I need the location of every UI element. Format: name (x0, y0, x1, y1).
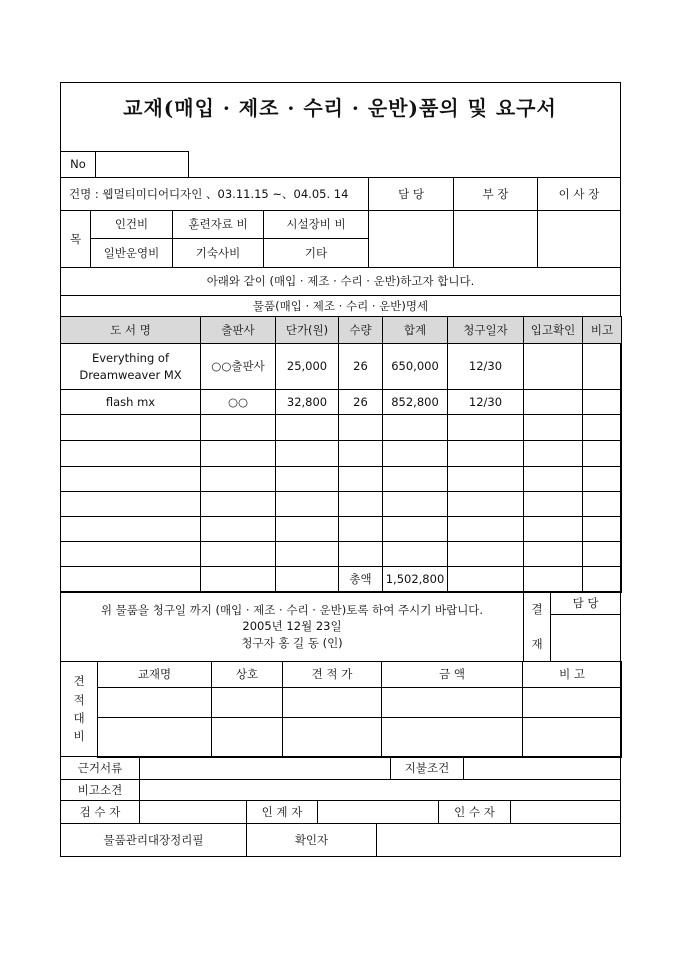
cell-note (582, 389, 622, 415)
estimate-cell-estimate-price[interactable] (282, 717, 382, 758)
header-title: 도 서 명 (60, 316, 201, 344)
gyeoljae-damdang: 담 당 (550, 591, 621, 615)
empty-cell-request-date[interactable] (447, 414, 524, 441)
ledger-label: 물품관리대장정리필 (60, 823, 247, 857)
cell-quantity: 26 (338, 343, 383, 390)
handover-label: 인 계 자 (246, 800, 318, 824)
estimate-cell-amount[interactable] (381, 687, 523, 718)
estimate-header-vendor: 상호 (211, 661, 283, 688)
spec-title: 물품(매입 · 제조 · 수리 · 운반)명세 (60, 295, 621, 317)
empty-cell-request-date[interactable] (447, 541, 524, 567)
approver-bujang: 부 장 (453, 177, 538, 211)
mok-item: 기숙사비 (172, 238, 264, 268)
empty-cell-quantity[interactable] (338, 466, 383, 492)
estimate-cell-note[interactable] (522, 717, 622, 758)
header-subtotal: 합계 (382, 316, 448, 344)
header-quantity: 수량 (338, 316, 383, 344)
empty-cell-title[interactable] (60, 516, 201, 542)
empty-cell-request-date[interactable] (447, 466, 524, 492)
empty-cell-unit-price[interactable] (275, 566, 339, 593)
empty-cell-publisher[interactable] (200, 541, 276, 567)
empty-cell-publisher[interactable] (200, 491, 276, 517)
empty-cell-subtotal[interactable] (382, 541, 448, 567)
estimate-cell-book-name[interactable] (97, 717, 212, 758)
empty-cell-receipt-check[interactable] (523, 541, 583, 567)
empty-cell-subtotal[interactable] (382, 466, 448, 492)
subject: 건명 : 웹멀티미디어디자인 、03.11.15 ~、04.05. 14 (60, 177, 369, 211)
empty-cell-request-date[interactable] (447, 491, 524, 517)
mok-item: 시설장비 비 (263, 210, 369, 239)
payment-terms-label: 지불조건 (390, 756, 464, 780)
empty-cell-note[interactable] (582, 491, 622, 517)
mok-item: 일반운영비 (90, 238, 173, 268)
empty-cell-request-date[interactable] (447, 516, 524, 542)
empty-cell-quantity[interactable] (338, 440, 383, 467)
cell-receipt-check (523, 343, 583, 390)
cell-unit-price: 32,800 (275, 389, 339, 415)
gyeol-char: 결 (531, 602, 543, 617)
inspector-field[interactable] (139, 800, 247, 824)
empty-cell-unit-price[interactable] (275, 516, 339, 542)
header-publisher: 출판사 (200, 316, 276, 344)
empty-cell-note[interactable] (582, 541, 622, 567)
empty-cell-request-date[interactable] (447, 440, 524, 467)
empty-cell-unit-price[interactable] (275, 440, 339, 467)
cell-note (582, 343, 622, 390)
estimate-label: 견 적 대 비 (60, 661, 98, 757)
empty-cell-request-date[interactable] (447, 566, 524, 593)
approver-isajang: 이 사 장 (537, 177, 621, 211)
estimate-cell-amount[interactable] (381, 717, 523, 758)
cell-publisher: ○○ (200, 389, 276, 415)
empty-cell-receipt-check[interactable] (523, 491, 583, 517)
cell-title: flash mx (60, 389, 201, 415)
empty-cell-quantity[interactable] (338, 491, 383, 517)
empty-cell-unit-price[interactable] (275, 466, 339, 492)
estimate-cell-note[interactable] (522, 687, 622, 718)
mok-item: 기타 (263, 238, 369, 268)
empty-cell-note[interactable] (582, 440, 622, 467)
empty-cell-note[interactable] (582, 466, 622, 492)
request-block (60, 591, 524, 662)
empty-cell-title[interactable] (60, 541, 201, 567)
empty-cell-quantity[interactable] (338, 414, 383, 441)
mok-item: 인건비 (90, 210, 173, 239)
mok-item: 훈련자료 비 (172, 210, 264, 239)
estimate-header-amount: 금 액 (381, 661, 523, 688)
empty-cell-title[interactable] (60, 414, 201, 441)
mok-label: 목 (60, 210, 91, 268)
empty-cell-receipt-check[interactable] (523, 566, 583, 593)
gyeoljae-sign-box[interactable] (550, 614, 621, 662)
receiver-label: 인 수 자 (438, 800, 511, 824)
confirmer-label: 확인자 (246, 823, 377, 857)
empty-cell-receipt-check[interactable] (523, 414, 583, 441)
empty-cell-publisher[interactable] (200, 440, 276, 467)
cell-subtotal: 852,800 (382, 389, 448, 415)
cell-receipt-check (523, 389, 583, 415)
cell-title: Everything of Dreamweaver MX (60, 343, 201, 390)
empty-cell-note[interactable] (582, 566, 622, 593)
remarks-field[interactable] (139, 779, 621, 801)
receiver-field[interactable] (510, 800, 621, 824)
cell-unit-price: 25,000 (275, 343, 339, 390)
header-unit-price: 단가(원) (275, 316, 339, 344)
cell-publisher: ○○출판사 (200, 343, 276, 390)
estimate-cell-vendor[interactable] (211, 717, 283, 758)
gyeoljae-label (523, 591, 551, 662)
empty-cell-publisher[interactable] (200, 466, 276, 492)
empty-cell-publisher[interactable] (200, 414, 276, 441)
empty-cell-note[interactable] (582, 414, 622, 441)
sign-box-isajang[interactable] (537, 210, 621, 268)
empty-cell-subtotal[interactable] (382, 491, 448, 517)
remarks-label: 비고소견 (60, 779, 140, 801)
handover-field[interactable] (317, 800, 439, 824)
request-text: 위 물품을 청구일 까지 (매입 · 제조 · 수리 · 운반)토록 하여 주시기 바랍니다. (100, 603, 484, 618)
empty-cell-publisher[interactable] (200, 516, 276, 542)
basis-doc-label: 근거서류 (60, 756, 140, 780)
request-date: 2005년 12월 23일 (242, 619, 342, 634)
estimate-header-book-name: 교재명 (97, 661, 212, 688)
sign-box-damdang[interactable] (368, 210, 454, 268)
empty-cell-unit-price[interactable] (275, 541, 339, 567)
header-note: 비고 (582, 316, 622, 344)
empty-cell-unit-price[interactable] (275, 414, 339, 441)
cell-quantity: 26 (338, 389, 383, 415)
cell-request-date: 12/30 (447, 389, 524, 415)
estimate-cell-book-name[interactable] (97, 687, 212, 718)
form-title: 교재(매입 · 제조 · 수리 · 운반)품의 및 요구서 (123, 96, 557, 120)
empty-cell-title[interactable] (60, 466, 201, 492)
jae-char: 재 (531, 636, 543, 651)
empty-cell-subtotal[interactable] (382, 414, 448, 441)
approver-damdang: 담 당 (368, 177, 454, 211)
confirmer-field[interactable] (376, 823, 621, 857)
intro-text: 아래와 같이 (매입 · 제조 · 수리 · 운반)하고자 합니다. (60, 267, 621, 296)
no-label: No (60, 151, 96, 178)
total-label: 총액 (338, 566, 383, 593)
header-receipt-check: 입고확인 (523, 316, 583, 344)
estimate-header-estimate-price: 견 적 가 (282, 661, 382, 688)
empty-cell-unit-price[interactable] (275, 491, 339, 517)
cell-request-date: 12/30 (447, 343, 524, 390)
empty-cell-subtotal[interactable] (382, 516, 448, 542)
requester: 청구자 홍 길 동 (인) (241, 635, 343, 650)
empty-cell-note[interactable] (582, 516, 622, 542)
basis-doc-field[interactable] (139, 756, 391, 780)
empty-cell-receipt-check[interactable] (523, 440, 583, 467)
total-value: 1,502,800 (382, 566, 448, 593)
cell-subtotal: 650,000 (382, 343, 448, 390)
empty-cell-receipt-check[interactable] (523, 516, 583, 542)
empty-cell-quantity[interactable] (338, 541, 383, 567)
empty-cell-publisher[interactable] (200, 566, 276, 593)
empty-cell-title[interactable] (60, 440, 201, 467)
empty-cell-title[interactable] (60, 566, 201, 593)
payment-terms-field[interactable] (463, 756, 621, 780)
inspector-label: 검 수 자 (60, 800, 140, 824)
empty-cell-title[interactable] (60, 491, 201, 517)
no-field[interactable] (95, 151, 189, 178)
empty-cell-quantity[interactable] (338, 516, 383, 542)
estimate-cell-estimate-price[interactable] (282, 687, 382, 718)
empty-cell-subtotal[interactable] (382, 440, 448, 467)
sign-box-bujang[interactable] (453, 210, 538, 268)
estimate-header-note: 비 고 (522, 661, 622, 688)
estimate-cell-vendor[interactable] (211, 687, 283, 718)
empty-cell-receipt-check[interactable] (523, 466, 583, 492)
header-request-date: 청구일자 (447, 316, 524, 344)
